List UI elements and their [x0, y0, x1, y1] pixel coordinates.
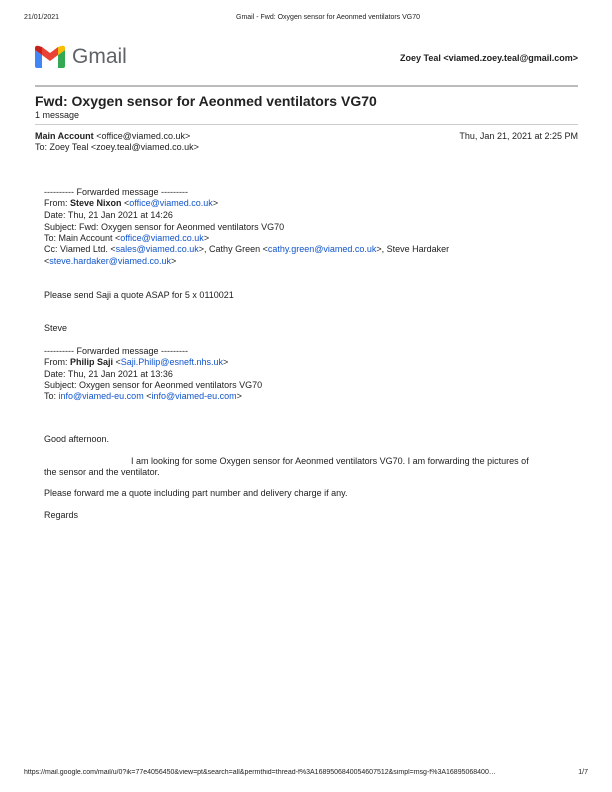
fwd1-from-name: Steve Nixon — [70, 198, 122, 208]
fwd1-divider: ---------- Forwarded message --------- — [44, 187, 188, 197]
header-divider — [35, 85, 578, 87]
fwd1-cc-email-cathy-link[interactable]: cathy.green@viamed.co.uk — [267, 244, 377, 254]
print-title: Gmail - Fwd: Oxygen sensor for Aeonmed ventilators VG70 — [236, 14, 421, 21]
sender-name: Main Account — [35, 131, 94, 141]
fwd2-subject: Subject: Oxygen sensor for Aeonmed ventilators VG70 — [44, 380, 263, 390]
fwd1-cc-email-sales-link[interactable]: sales@viamed.co.uk — [115, 244, 199, 254]
subject-divider — [35, 124, 578, 125]
fwd1-signature: Steve — [44, 323, 68, 333]
fwd2-from-email-link[interactable]: Saji.Philip@esneft.nhs.uk — [120, 357, 223, 367]
fwd2-divider: ---------- Forwarded message --------- — [44, 346, 188, 356]
print-page-number: 1/7 — [578, 769, 588, 776]
fwd2-from: From: Philip Saji <Saji.Philip@esneft.nhs.uk> — [44, 357, 229, 367]
fwd2-date: Date: Thu, 21 Jan 2021 at 13:36 — [44, 369, 173, 379]
message-date: Thu, Jan 21, 2021 at 2:25 PM — [459, 131, 578, 141]
fwd1-from: From: Steve Nixon <office@viamed.co.uk> — [44, 198, 219, 208]
fwd2-from-name: Philip Saji — [70, 357, 114, 367]
gmail-wordmark: Gmail — [72, 45, 127, 68]
account-label: Zoey Teal <viamed.zoey.teal@gmail.com> — [399, 53, 578, 63]
fwd1-date: Date: Thu, 21 Jan 2021 at 14:26 — [44, 210, 173, 220]
print-date: 21/01/2021 — [24, 14, 60, 21]
fwd1-to: To: Main Account <office@viamed.co.uk> — [44, 233, 210, 243]
fwd1-to-email-link[interactable]: office@viamed.co.uk — [120, 233, 204, 243]
fwd2-para1-line1: I am looking for some Oxygen sensor for Aeonmed ventilators VG70. I am forwarding the pictures of — [131, 456, 529, 466]
sender-email: <office@viamed.co.uk> — [96, 131, 191, 141]
fwd2-closing: Regards — [44, 510, 79, 520]
fwd1-cc: Cc: Viamed Ltd. <sales@viamed.co.uk>, Cathy Green <cathy.green@viamed.co.uk>, Steve Hardaker — [44, 244, 450, 254]
gmail-logo-icon — [35, 45, 65, 68]
fwd1-body: Please send Saji a quote ASAP for 5 x 0110021 — [44, 290, 234, 300]
print-url: https://mail.google.com/mail/u/0?ik=77e4056450&view=pt&search=all&permthid=thread-f%3A1689506840054607512&simpl=msg-f%3A16895068400… — [24, 769, 496, 776]
fwd2-to-email-link[interactable]: info@viamed-eu.com — [58, 391, 144, 401]
fwd1-cc-cont: <steve.hardaker@viamed.co.uk> — [44, 256, 177, 266]
fwd2-greeting: Good afternoon. — [44, 434, 110, 444]
fwd1-subject: Subject: Fwd: Oxygen sensor for Aeonmed ventilators VG70 — [44, 222, 285, 232]
message-to: To: Zoey Teal <zoey.teal@viamed.co.uk> — [35, 142, 199, 152]
fwd1-cc-email-steve-link[interactable]: steve.hardaker@viamed.co.uk — [49, 256, 171, 266]
fwd2-to: To: info@viamed-eu.com <info@viamed-eu.com> — [44, 391, 242, 401]
message-from — [35, 131, 190, 142]
thread-subject: Fwd: Oxygen sensor for Aeonmed ventilators VG70 — [35, 93, 377, 109]
fwd2-to-email-link-2[interactable]: info@viamed-eu.com — [151, 391, 237, 401]
fwd2-para2: Please forward me a quote including part number and delivery charge if any. — [44, 488, 348, 498]
fwd2-para1-line2: the sensor and the ventilator. — [44, 467, 160, 477]
message-count: 1 message — [35, 110, 80, 120]
fwd1-from-email-link[interactable]: office@viamed.co.uk — [129, 198, 213, 208]
